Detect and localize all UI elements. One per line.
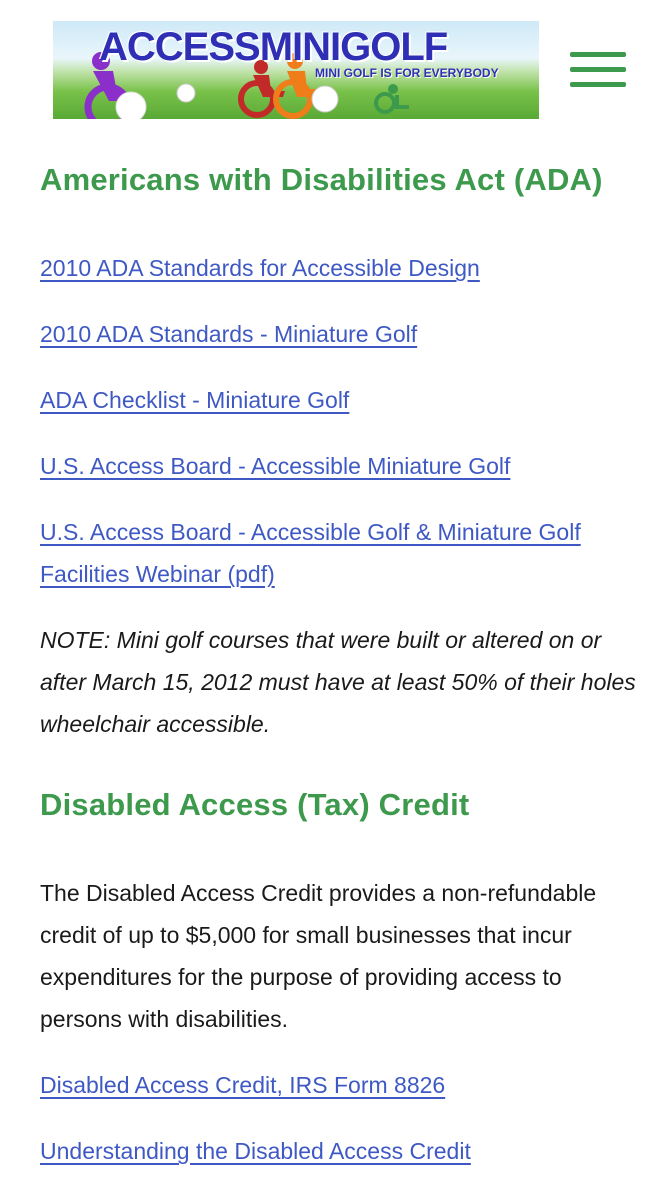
link-access-board-minigolf[interactable]: U.S. Access Board - Accessible Miniature Golf	[40, 453, 511, 479]
hamburger-menu-icon[interactable]	[570, 52, 626, 88]
main-content	[40, 160, 640, 1172]
tax-credit-paragraph: The Disabled Access Credit provides a non-refundable credit of up to $5,000 for small businesses that incur expenditures for the purpose of providing access to persons with disabilities.	[40, 880, 597, 1032]
logo-tagline: MINI GOLF IS FOR EVERYBODY	[315, 66, 499, 80]
tax-credit-heading: Disabled Access (Tax) Credit	[40, 787, 470, 822]
link-ada-standards-design[interactable]: 2010 ADA Standards for Accessible Design	[40, 255, 480, 281]
menu-bar	[570, 52, 626, 57]
link-ada-standards-minigolf[interactable]: 2010 ADA Standards - Miniature Golf	[40, 321, 418, 347]
link-ada-checklist[interactable]: ADA Checklist - Miniature Golf	[40, 387, 350, 413]
ada-heading: Americans with Disabilities Act (ADA)	[40, 162, 603, 197]
site-header	[0, 0, 669, 140]
link-irs-form-8826[interactable]: Disabled Access Credit, IRS Form 8826	[40, 1072, 446, 1098]
note-text: : Mini golf courses that were built or altered on or after March 15, 2012 must have at least 50% of their holes wheelchair accessible.	[40, 627, 636, 737]
menu-bar	[570, 67, 626, 72]
link-understanding-credit[interactable]: Understanding the Disabled Access Credit	[40, 1138, 471, 1164]
note-label: NOTE	[40, 627, 104, 653]
link-access-board-webinar[interactable]: U.S. Access Board - Accessible Golf & Miniature Golf Facilities Webinar (pdf)	[40, 519, 581, 587]
menu-bar	[570, 82, 626, 87]
ada-note	[40, 619, 640, 745]
site-logo[interactable]	[53, 21, 539, 119]
logo-title: ACCESSMINIGOLF	[99, 25, 448, 69]
